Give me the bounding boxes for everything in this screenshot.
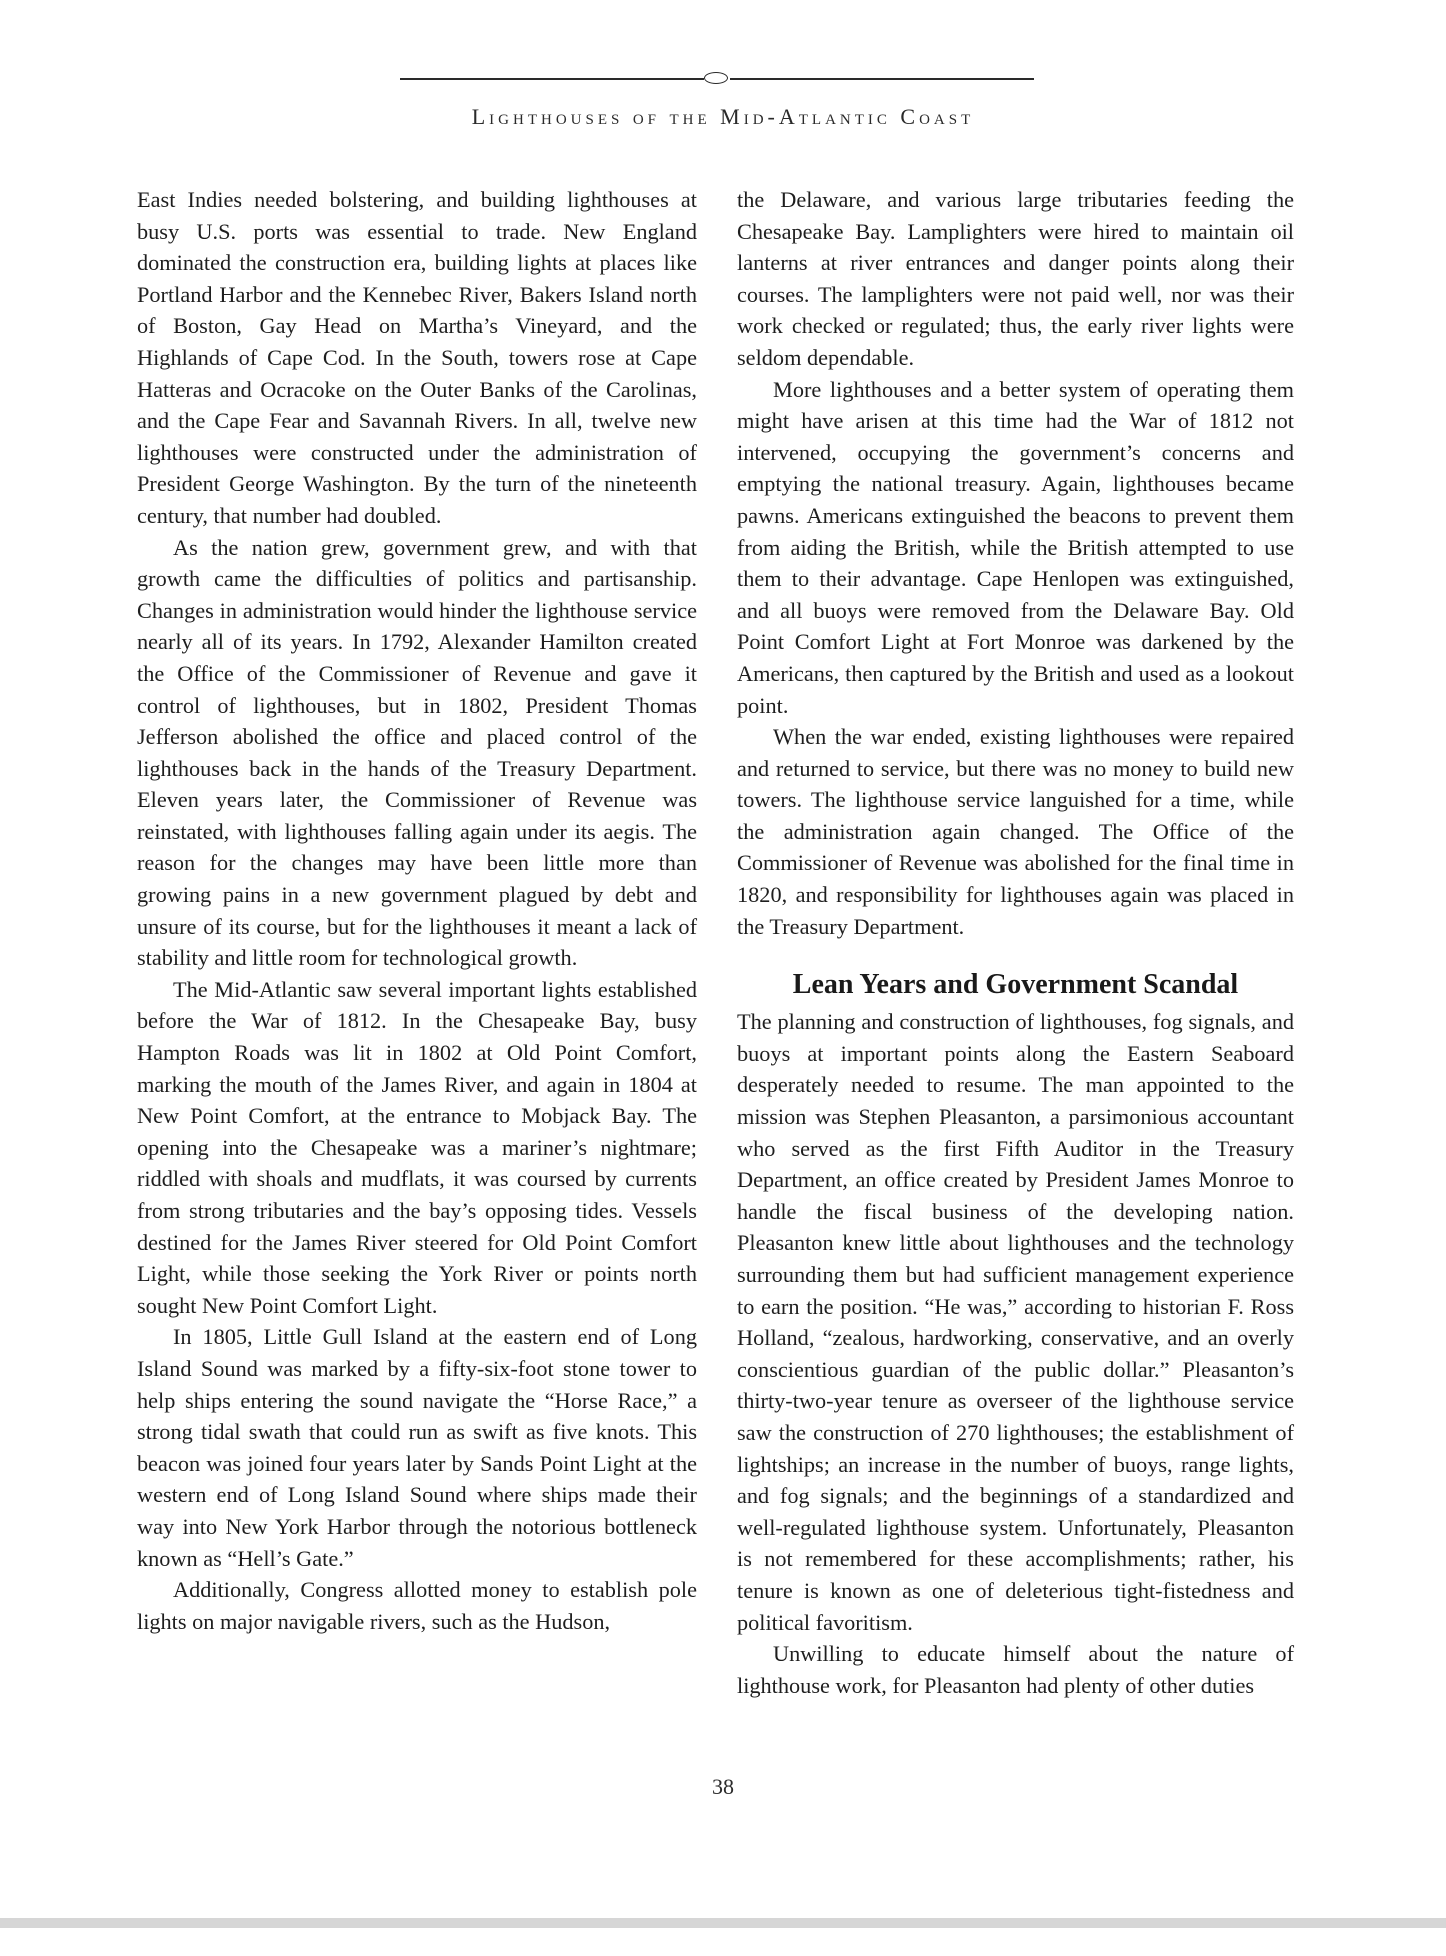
header-rule-left bbox=[400, 78, 704, 80]
paragraph: The Mid-Atlantic saw several important lights established before the War of 1812. In the Chesapeake Bay, busy Hampton Roads was lit in 1802 at Old Point Comfort, marking the mouth of the James River, and again in 1804 at New Point Comfort, at the entrance to Mobjack Bay. The opening into the Chesapeake was a mariner’s nightmare; riddled with shoals and mudflats, it was coursed by currents from strong tributaries and the bay’s opposing tides. Vessels destined for the James River steered for Old Point Comfort Light, while those seeking the York River or points north sought New Point Comfort Light. bbox=[137, 976, 697, 1318]
right-column bbox=[737, 184, 1294, 1701]
running-head: Lighthouses of the Mid-Atlantic Coast bbox=[471, 104, 975, 129]
paragraph: Additionally, Congress allotted money to establish pole lights on major navigable rivers, such as the Hudson, bbox=[137, 1577, 697, 1634]
paragraph: When the war ended, existing lighthouses were repaired and returned to service, but there was no money to build new towers. The lighthouse service languished for a time, while the administration again changed. The Office of the Commissioner of Revenue was abolished for the final time in 1820, and responsibility for lighthouses again was placed in the Treasury Department. bbox=[737, 724, 1294, 939]
header-ornament bbox=[400, 72, 1034, 86]
header-rule-right bbox=[730, 78, 1034, 80]
viewer-bottom-bar bbox=[0, 1918, 1446, 1928]
paragraph: As the nation grew, government grew, and with that growth came the difficulties of politics and partisanship. Changes in administration would hinder the lighthouse service nearly all of its years. In 1792, Alexander Hamilton created the Office of the Commissioner of Revenue and gave it control of lighthouses, but in 1802, President Thomas Jefferson abolished the office and placed control of the lighthouses back in the hands of the Treasury Department. Eleven years later, the Commissioner of Revenue was reinstated, with lighthouses falling again under its aegis. The reason for the changes may have been little more than growing pains in a new government plagued by debt and unsure of its course, but for the lighthouses it meant a lack of stability and little room for technological growth. bbox=[137, 534, 697, 971]
left-column bbox=[137, 184, 697, 1637]
paragraph: Unwilling to educate himself about the nature of lighthouse work, for Pleasanton had plenty of other duties bbox=[737, 1641, 1294, 1698]
section-heading: Lean Years and Government Scandal bbox=[792, 969, 1239, 1001]
paragraph: East Indies needed bolstering, and building lighthouses at busy U.S. ports was essential to trade. New England dominated the construction era, building lights at places like Portland Harbor and the Kennebec River, Bakers Island north of Boston, Gay Head on Martha’s Vineyard, and the Highlands of Cape Cod. In the South, towers rose at Cape Hatteras and Ocracoke on the Outer Banks of the Carolinas, and the Cape Fear and Savannah Rivers. In all, twelve new lighthouses were constructed under the administration of President George Washington. By the turn of the nineteenth century, that number had doubled. bbox=[137, 187, 697, 528]
paragraph: In 1805, Little Gull Island at the eastern end of Long Island Sound was marked by a fifty-six-foot stone tower to help ships entering the sound navigate the “Horse Race,” a strong tidal swath that could run as swift as five knots. This beacon was joined four years later by Sands Point Light at the western end of Long Island Sound where ships made their way into New York Harbor through the notorious bottleneck known as “Hell’s Gate.” bbox=[137, 1324, 697, 1571]
paragraph: the Delaware, and various large tributaries feeding the Chesapeake Bay. Lamplighters were hired to maintain oil lanterns at river entrances and danger points along their courses. The lamplighters were not paid well, nor was their work checked or regulated; thus, the early river lights were seldom dependable. bbox=[737, 187, 1294, 370]
paragraph: More lighthouses and a better system of operating them might have arisen at this time had the War of 1812 not intervened, occupying the government’s concerns and emptying the national treasury. Again, lighthouses became pawns. Americans extinguished the beacons to prevent them from aiding the British, while the British attempted to use them to their advantage. Cape Henlopen was extinguished, and all buoys were removed from the Delaware Bay. Old Point Comfort Light at Fort Monroe was darkened by the Americans, then captured by the British and used as a lookout point. bbox=[737, 376, 1294, 718]
page-number: 38 bbox=[712, 1774, 734, 1799]
header-knot-ornament bbox=[704, 72, 728, 84]
paragraph: The planning and construction of lighthouses, fog signals, and buoys at important points along the Eastern Seaboard desperately needed to resume. The man appointed to the mission was Stephen Pleasanton, a parsimonious accountant who served as the first Fifth Auditor in the Treasury Department, an office created by President James Monroe to handle the fiscal business of the developing nation. Pleasanton knew little about lighthouses and the technology surrounding them but had sufficient management experience to earn the position. “He was,” according to historian F. Ross Holland, “zealous, hardworking, conservative, and an overly conscientious guardian of the public dollar.” Pleasanton’s thirty-two-year tenure as overseer of the lighthouse service saw the construction of 270 lighthouses; the establishment of lightships; an increase in the number of buoys, range lights, and fog signals; and the beginnings of a standardized and well-regulated lighthouse system. Unfortunately, Pleasanton is not remembered for these accomplishments; rather, his tenure is known as one of deleterious tight-fistedness and political favoritism. bbox=[737, 1009, 1294, 1635]
